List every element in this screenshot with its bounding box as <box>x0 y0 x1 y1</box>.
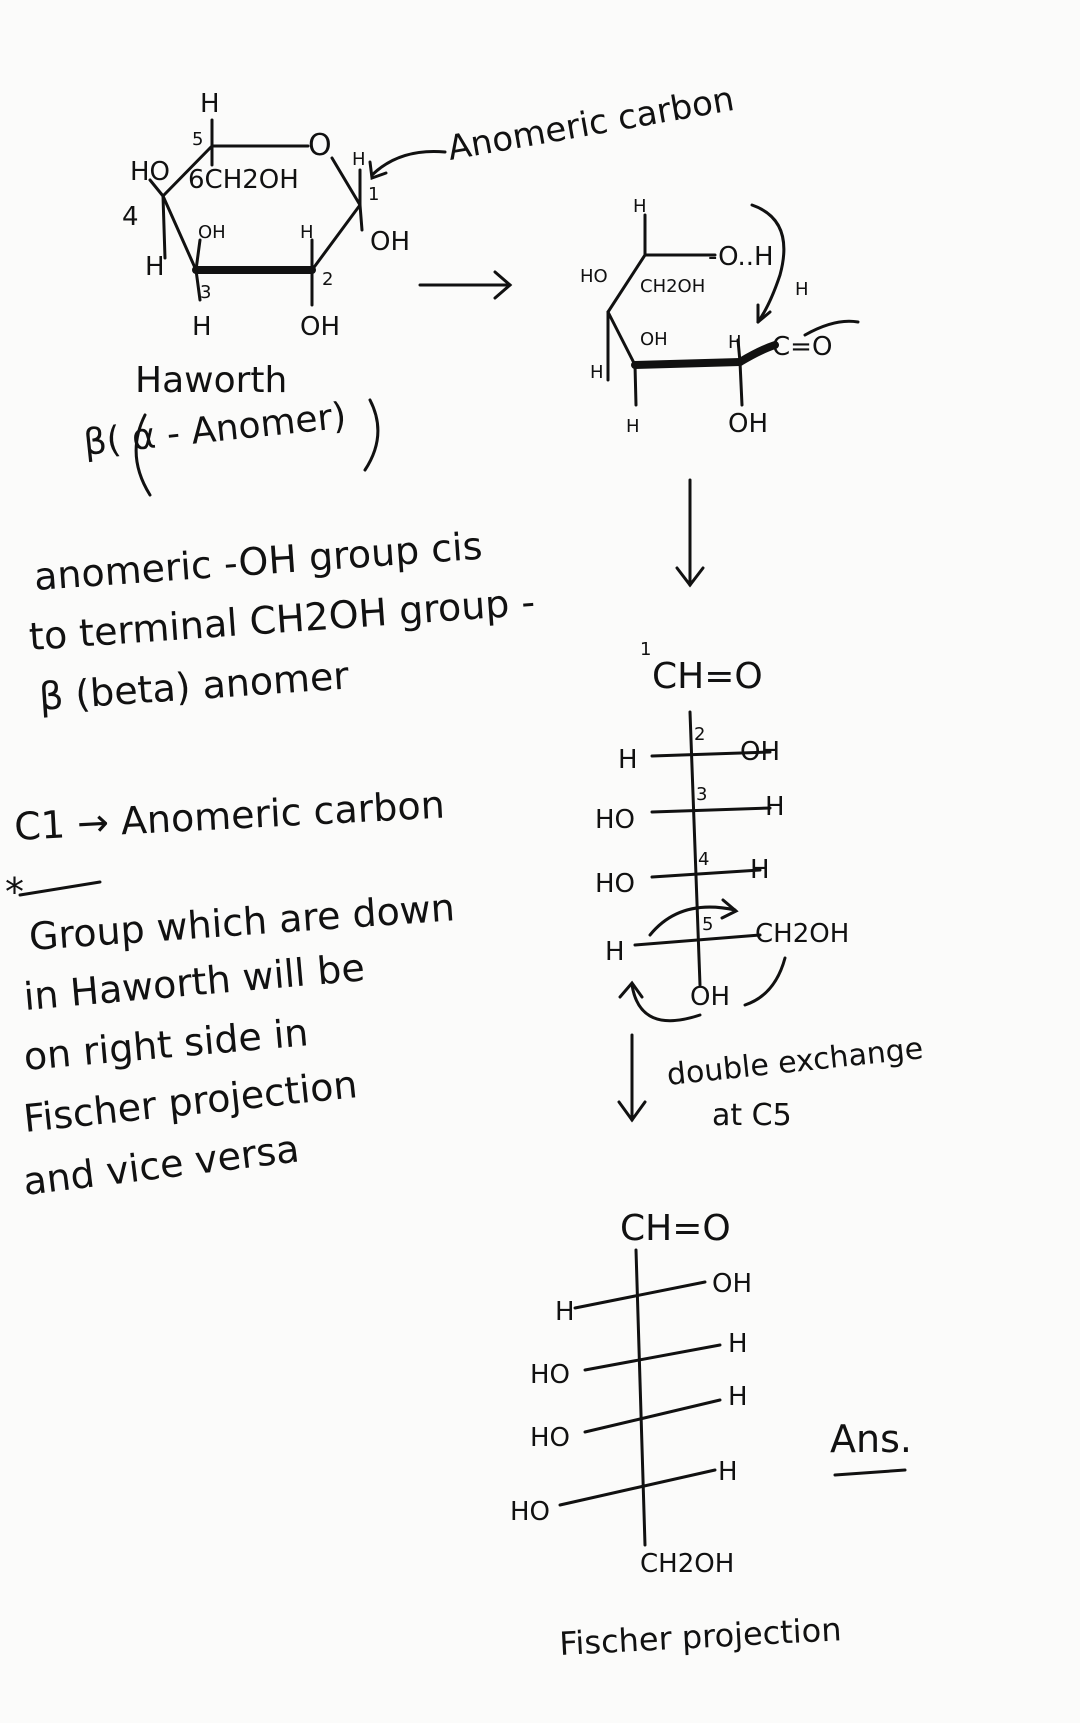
fischer2-top: CH=O <box>620 1208 731 1249</box>
open-c5-oh: -O..H <box>708 242 774 272</box>
fischer2-row3-left: HO <box>530 1423 571 1453</box>
fischer1-row3-left: HO <box>595 869 636 899</box>
anomeric-carbon-label: Anomeric carbon <box>444 79 738 169</box>
anomer-label: β( α - Anomer) <box>81 395 349 464</box>
anomer-bracket-right <box>365 400 378 470</box>
fischer1-top: CH=O <box>652 656 763 697</box>
fischer1-row1-right: OH <box>740 737 781 767</box>
fischer1-row3-right: H <box>750 855 770 885</box>
haworth-c1-oh: OH <box>370 227 411 257</box>
fischer1-row2-left: HO <box>595 805 636 835</box>
fischer1-row2-num: 3 <box>696 784 708 805</box>
haworth-c6-group: 6CH2OH <box>188 165 299 195</box>
double-exchange-note-c5: at C5 <box>712 1098 792 1133</box>
fischer1-row4-right: CH2OH <box>755 919 850 949</box>
haworth-caption: Haworth <box>135 360 288 401</box>
fischer2-row1-left: H <box>555 1297 575 1327</box>
answer-label: Ans. <box>830 1417 912 1461</box>
haworth-c2-h: H <box>300 222 314 243</box>
fischer2-row1-right: OH <box>712 1269 753 1299</box>
fischer1-row1-left: H <box>618 745 638 775</box>
fischer-caption: Fischer projection <box>558 1610 843 1663</box>
star-underline <box>20 882 100 895</box>
fischer1-bottom: OH <box>690 982 731 1012</box>
haworth-c3-oh: OH <box>198 222 226 243</box>
haworth-c5-h: H <box>200 89 220 119</box>
note-rule-line-5: Fischer projection <box>21 1062 360 1141</box>
haworth-c3-h: H <box>192 312 212 342</box>
haworth-c2-num: 2 <box>322 269 334 290</box>
answer-underline <box>835 1470 905 1475</box>
fischer1-row1-num: 2 <box>694 724 706 745</box>
exchange-arrow-bottom-head <box>620 983 642 997</box>
note-rule-line-2: Group which are down <box>27 885 457 959</box>
fischer1-row3-num: 4 <box>698 849 710 870</box>
open-c3-oh: OH <box>640 329 668 350</box>
exchange-arrow-top <box>650 907 735 935</box>
fischer2-row4-right: H <box>718 1457 738 1487</box>
fischer1-row2-right: H <box>765 792 785 822</box>
open-c2-h: H <box>728 332 742 353</box>
fischer2-bottom: CH2OH <box>640 1549 735 1579</box>
double-exchange-note: double exchange <box>665 1031 925 1093</box>
fischer2-skeleton <box>560 1250 720 1545</box>
fischer1-row4-left: H <box>605 937 625 967</box>
note-cis-line-1: anomeric -OH group cis <box>32 523 484 599</box>
open-c1-h: H <box>795 279 809 300</box>
haworth-c1-num: 1 <box>368 184 380 205</box>
haworth-ring-o: O <box>308 128 332 163</box>
note-star: * <box>5 870 24 914</box>
haworth-c4-h: H <box>145 252 165 282</box>
haworth-c2-oh: OH <box>300 312 341 342</box>
fischer1-row4-num: 5 <box>702 914 714 935</box>
open-c4-ho: HO <box>580 266 608 287</box>
fischer2-row2-right: H <box>728 1329 748 1359</box>
haworth-c3-num: 3 <box>200 282 212 303</box>
open-c3-h: H <box>626 416 640 437</box>
open-c2-oh: OH <box>728 409 769 439</box>
open-c6-group: CH2OH <box>640 276 706 297</box>
note-cis-line-3: β (beta) anomer <box>37 653 351 719</box>
fischer2-row4-left: HO <box>510 1497 551 1527</box>
open-carbonyl: C=O <box>772 332 833 362</box>
haworth-c4-num: 4 <box>122 202 139 232</box>
note-rule-line-4: on right side in <box>21 1010 311 1079</box>
anomeric-arrow <box>372 151 445 175</box>
fischer2-row2-left: HO <box>530 1360 571 1390</box>
note-rule-line-3: in Haworth will be <box>21 945 367 1019</box>
haworth-c5-num: 5 <box>192 129 204 150</box>
fischer2-row3-right: H <box>728 1382 748 1412</box>
haworth-c4-ho: HO <box>130 157 171 187</box>
fischer1-top-num: 1 <box>640 639 652 660</box>
open-c4-h: H <box>590 362 604 383</box>
haworth-c1-h: H <box>352 149 366 170</box>
exchange-arrow-right <box>745 958 785 1005</box>
open-c5-h: H <box>633 196 647 217</box>
note-cis-line-2: to terminal CH2OH group - <box>27 579 537 659</box>
note-rule-line-6: and vice versa <box>20 1126 302 1204</box>
note-rule-line-1: C1 → Anomeric carbon <box>13 782 446 849</box>
